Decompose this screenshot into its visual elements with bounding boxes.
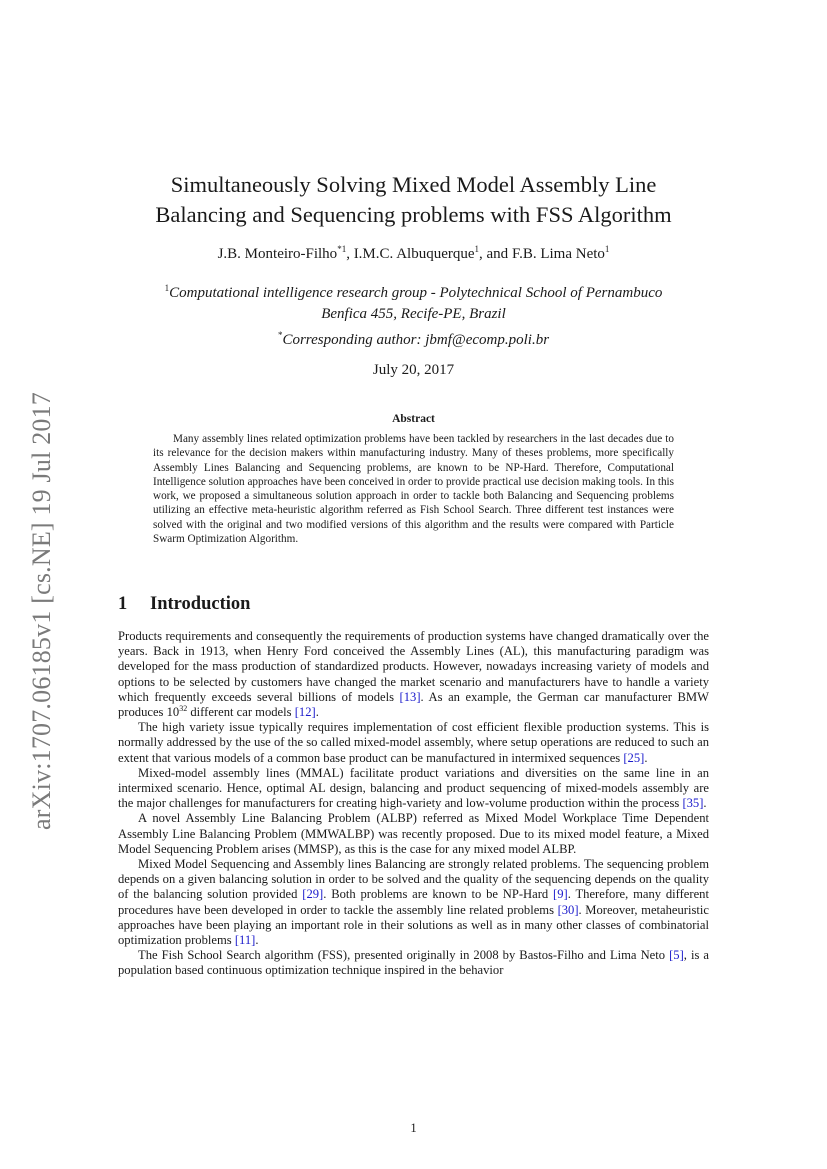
paragraph-text: Mixed-model assembly lines (MMAL) facilitate product variations and diversities on the same line in an intermixed scenario. Hence, optimal AL design, balancing and product sequencing of mixed-models assembly are the major challenges for manufacturers for creating high-variety and low-volume production within the process xyxy=(118,765,709,811)
affiliation-mark: 1 xyxy=(164,283,170,293)
paragraph-text: The Fish School Search algorithm (FSS), presented originally in 2008 by Bastos-Filho and Lima Neto xyxy=(138,948,670,963)
paragraph-text: Products requirements and consequently the requirements of production systems have changed dramatically over the years. Back in 1913, when Henry Ford conceived the Assembly Lines (AL), this manufacturing paradigm was developed for the mass production of standardized products. However, nowadays increasing variety of models and options to be selected by customers have changed the market scenario and manufacturers have to handle a variety which frequently exceeds several billions of models xyxy=(118,629,709,704)
paragraph-text: . Both problems are known to be NP-Hard xyxy=(323,887,554,902)
author-1: J.B. Monteiro-Filho xyxy=(217,246,338,262)
paragraph-text: A novel Assembly Line Balancing Problem (ALBP) referred as Mixed Model Workplace Time Dependent Assembly Line Balancing Problem (MMWALBP) was recently proposed. Due to its mixed model feature, a Mixed Model Sequencing Problem arises (MMSP), as this is the case for any mixed model ALBP. xyxy=(118,811,709,856)
paragraph xyxy=(118,629,709,720)
paragraph-text: . Therefore, many different procedures have been developed in order to tackle the assembly line related problems xyxy=(118,887,709,917)
paragraph-text: different car models xyxy=(187,705,295,720)
page-number: 1 xyxy=(410,1121,417,1135)
arxiv-sidebar xyxy=(22,376,62,846)
paragraph-text: . Moreover, metaheuristic approaches have been playing an important role in their solutions as well as in many other classes of combinatorial optimization problems xyxy=(118,902,709,948)
corresponding-mark: * xyxy=(277,330,283,340)
title-line-1: Simultaneously Solving Mixed Model Assembly Line xyxy=(170,172,657,197)
citation-link[interactable]: [35] xyxy=(682,796,704,811)
citation-link[interactable]: [30] xyxy=(557,902,579,917)
paragraph xyxy=(118,857,709,948)
paragraph-text: . xyxy=(703,796,707,811)
citation-link[interactable]: [11] xyxy=(234,933,256,948)
section-number: 1 xyxy=(118,594,128,614)
author-list xyxy=(100,244,727,263)
section-body xyxy=(118,629,709,979)
exponent: 32 xyxy=(179,703,188,713)
abstract-body xyxy=(153,432,674,546)
paragraph-text: . xyxy=(255,933,259,948)
paper-title xyxy=(100,170,727,230)
affiliation-line-1: Computational intelligence research group - Polytechnical School of Pernambuco xyxy=(169,285,663,301)
affiliation-block xyxy=(100,278,727,351)
author-separator: , and xyxy=(479,246,512,262)
paragraph-text: , is a population based continuous optimization technique inspired in the behavior xyxy=(118,948,710,978)
title-line-2: Balancing and Sequencing problems with FSS Algorithm xyxy=(155,202,672,227)
paragraph-text: . As an example, the German car manufacturer BMW produces 10 xyxy=(118,689,709,720)
author-2: I.M.C. Albuquerque xyxy=(353,246,475,262)
citation-link[interactable]: [5] xyxy=(669,948,684,963)
author-separator: , xyxy=(346,246,354,262)
paper-date: July 20, 2017 xyxy=(372,362,455,378)
citation-link[interactable]: [25] xyxy=(623,750,645,765)
paragraph xyxy=(118,766,709,812)
paragraph-text: The high variety issue typically requires implementation of cost efficient flexible production systems. This is normally addressed by the use of the so called mixed-model assembly, where setup operations are reduced to such an extent that various models of a common base product can be manufactured in intermixed sequences xyxy=(118,720,709,765)
abstract-heading: Abstract xyxy=(392,413,435,425)
author-2-mark: 1 xyxy=(474,244,480,254)
citation-link[interactable]: [12] xyxy=(294,705,316,720)
corresponding-author: Corresponding author: jbmf@ecomp.poli.br xyxy=(282,332,550,348)
author-3-mark: 1 xyxy=(604,244,610,254)
paragraph xyxy=(118,948,709,978)
author-3: F.B. Lima Neto xyxy=(511,246,605,262)
arxiv-identifier: arXiv:1707.06185v1 [cs.NE] 19 Jul 2017 xyxy=(27,392,56,830)
author-1-mark: *1 xyxy=(337,244,347,254)
citation-link[interactable]: [13] xyxy=(399,689,421,704)
section-title: Introduction xyxy=(150,594,251,614)
paragraph xyxy=(118,811,709,857)
affiliation-line-2: Benfica 455, Recife-PE, Brazil xyxy=(321,306,506,322)
citation-link[interactable]: [29] xyxy=(302,887,324,902)
paragraph-text: . xyxy=(315,705,319,720)
paragraph-text: Mixed Model Sequencing and Assembly lines Balancing are strongly related problems. The sequencing problem depends on a given balancing solution in order to be solved and the quality of the sequencing depends on the quality of the balancing solution provided xyxy=(118,857,709,902)
citation-link[interactable]: [9] xyxy=(553,887,568,902)
paragraph xyxy=(118,720,709,766)
abstract-text: Many assembly lines related optimization problems have been tackled by researchers in the last decades due to its relevance for the decision makers within manufacturing industry. Many of theses problems, more specifically Assembly Lines Balancing and Sequencing problems, are known to be NP-Hard. Therefore, Computational Intelligence solution approaches have been conceived in order to provide practical use decision making tools. In this work, we proposed a simultaneous solution approach in order to tackle both Balancing and Sequencing problems utilizing an effective meta-heuristic algorithm referred as Fish School Search. Three different test instances were solved with the original and two modified versions of this algorithm and the results were compared with Particle Swarm Optimization Algorithm. xyxy=(153,433,674,546)
section-heading xyxy=(118,594,250,615)
paragraph-text: . xyxy=(644,750,648,765)
